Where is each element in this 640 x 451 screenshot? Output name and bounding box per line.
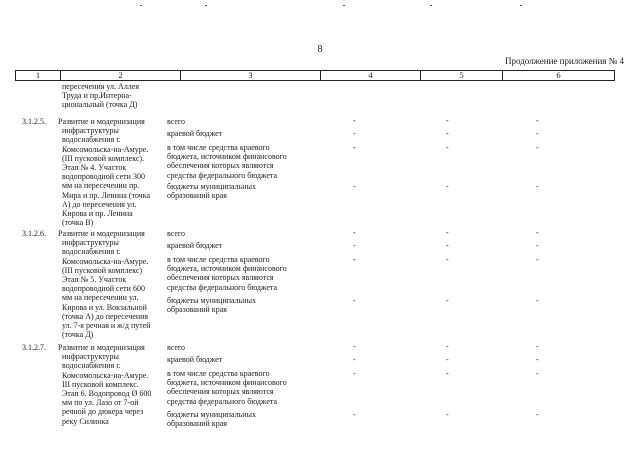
value-dash: - (446, 369, 449, 378)
source-regional: краевой бюджет (167, 355, 223, 364)
scan-speck (520, 5, 522, 6)
value-dash: - (446, 355, 449, 364)
value-dash: - (446, 255, 449, 264)
value-dash: - (536, 355, 539, 364)
value-dash: - (536, 143, 539, 152)
value-dash: - (353, 143, 356, 152)
source-regional: краевой бюджет (167, 241, 223, 250)
source-total: всего (167, 117, 186, 126)
value-dash: - (446, 241, 449, 250)
value-dash: - (536, 116, 539, 125)
row-number: 3.1.2.6. (22, 229, 46, 238)
continuation-note: Продолжение приложения № 4 (504, 56, 624, 66)
table-header-row (15, 70, 615, 81)
value-dash: - (536, 342, 539, 351)
page-number: 8 (317, 44, 323, 55)
value-dash: - (353, 129, 356, 138)
source-municipal: бюджеты муниципальных образований края (167, 296, 256, 315)
source-regional: краевой бюджет (167, 129, 223, 138)
column-header-1: 1 (16, 71, 61, 80)
source-federal: в том числе средства краевого бюджета, источником финансового обеспечения которых являются средства федерального бюджета (167, 255, 287, 292)
row-number: 3.1.2.5. (22, 117, 46, 126)
value-dash: - (446, 143, 449, 152)
value-dash: - (353, 410, 356, 419)
value-dash: - (353, 355, 356, 364)
value-dash: - (353, 241, 356, 250)
column-header-4: 4 (321, 71, 421, 80)
value-dash: - (353, 369, 356, 378)
value-dash: - (536, 296, 539, 305)
value-dash: - (536, 369, 539, 378)
source-total: всего (167, 229, 186, 238)
scan-speck (430, 5, 432, 6)
value-dash: - (353, 342, 356, 351)
column-header-3: 3 (181, 71, 321, 80)
scan-speck (205, 5, 207, 6)
value-dash: - (353, 296, 356, 305)
value-dash: - (446, 342, 449, 351)
value-dash: - (353, 228, 356, 237)
value-dash: - (446, 116, 449, 125)
row-fragment-text: пересечения ул. Аллея Труда и пр.Интерна- циональный (точка Д) (62, 82, 140, 110)
value-dash: - (353, 255, 356, 264)
value-dash: - (446, 182, 449, 191)
value-dash: - (536, 241, 539, 250)
scan-speck (343, 5, 345, 6)
scan-speck (140, 5, 142, 6)
value-dash: - (446, 129, 449, 138)
row-number: 3.1.2.7. (22, 343, 46, 352)
source-municipal: бюджеты муниципальных образований края (167, 182, 256, 201)
value-dash: - (446, 410, 449, 419)
value-dash: - (446, 228, 449, 237)
source-total: всего (167, 343, 186, 352)
value-dash: - (536, 228, 539, 237)
value-dash: - (353, 116, 356, 125)
row-description: Развитие и модернизация инфраструктуры водоснабжения г. Комсомольска-на-Амуре. (III пусковой комплекс). Этап № 4. Участок водопроводной сети 300 мм на пересечении пр. Мира и пр. Ленина (точка А) до пересечения ул. Кирова и пр. Ленина (точка В) (58, 117, 151, 228)
column-header-2: 2 (61, 71, 181, 80)
row-description: Развитие и модернизация инфраструктуры водоснабжения г. Комсомольска-на-Амуре. III пусковой комплекс. Этап 6. Водопровод Ø 600 мм по ул. Лазо от 7-ой речной до дюкера через реку Силинка (58, 343, 152, 426)
source-municipal: бюджеты муниципальных образований края (167, 410, 256, 429)
value-dash: - (353, 182, 356, 191)
value-dash: - (536, 129, 539, 138)
value-dash: - (446, 296, 449, 305)
column-header-6: 6 (556, 70, 561, 80)
value-dash: - (536, 182, 539, 191)
source-federal: в том числе средства краевого бюджета, источником финансового обеспечения которых являются средства федерального бюджета (167, 143, 287, 180)
column-header-5: 5 (421, 71, 503, 80)
value-dash: - (536, 255, 539, 264)
row-description: Развитие и модернизация инфраструктуры водоснабжения г. Комсомольска-на-Амуре. (III пусковой комплекс) Этап № 5. Участок водопроводной сети 600 мм на пересечении ул. Кирова и ул. Вокзальной (точка А) до пересечения ул. 7-я речная и ж/д путей (точка Д) (58, 229, 151, 340)
value-dash: - (536, 410, 539, 419)
source-federal: в том числе средства краевого бюджета, источником финансового обеспечения которых являются средства федерального бюджета (167, 369, 287, 406)
